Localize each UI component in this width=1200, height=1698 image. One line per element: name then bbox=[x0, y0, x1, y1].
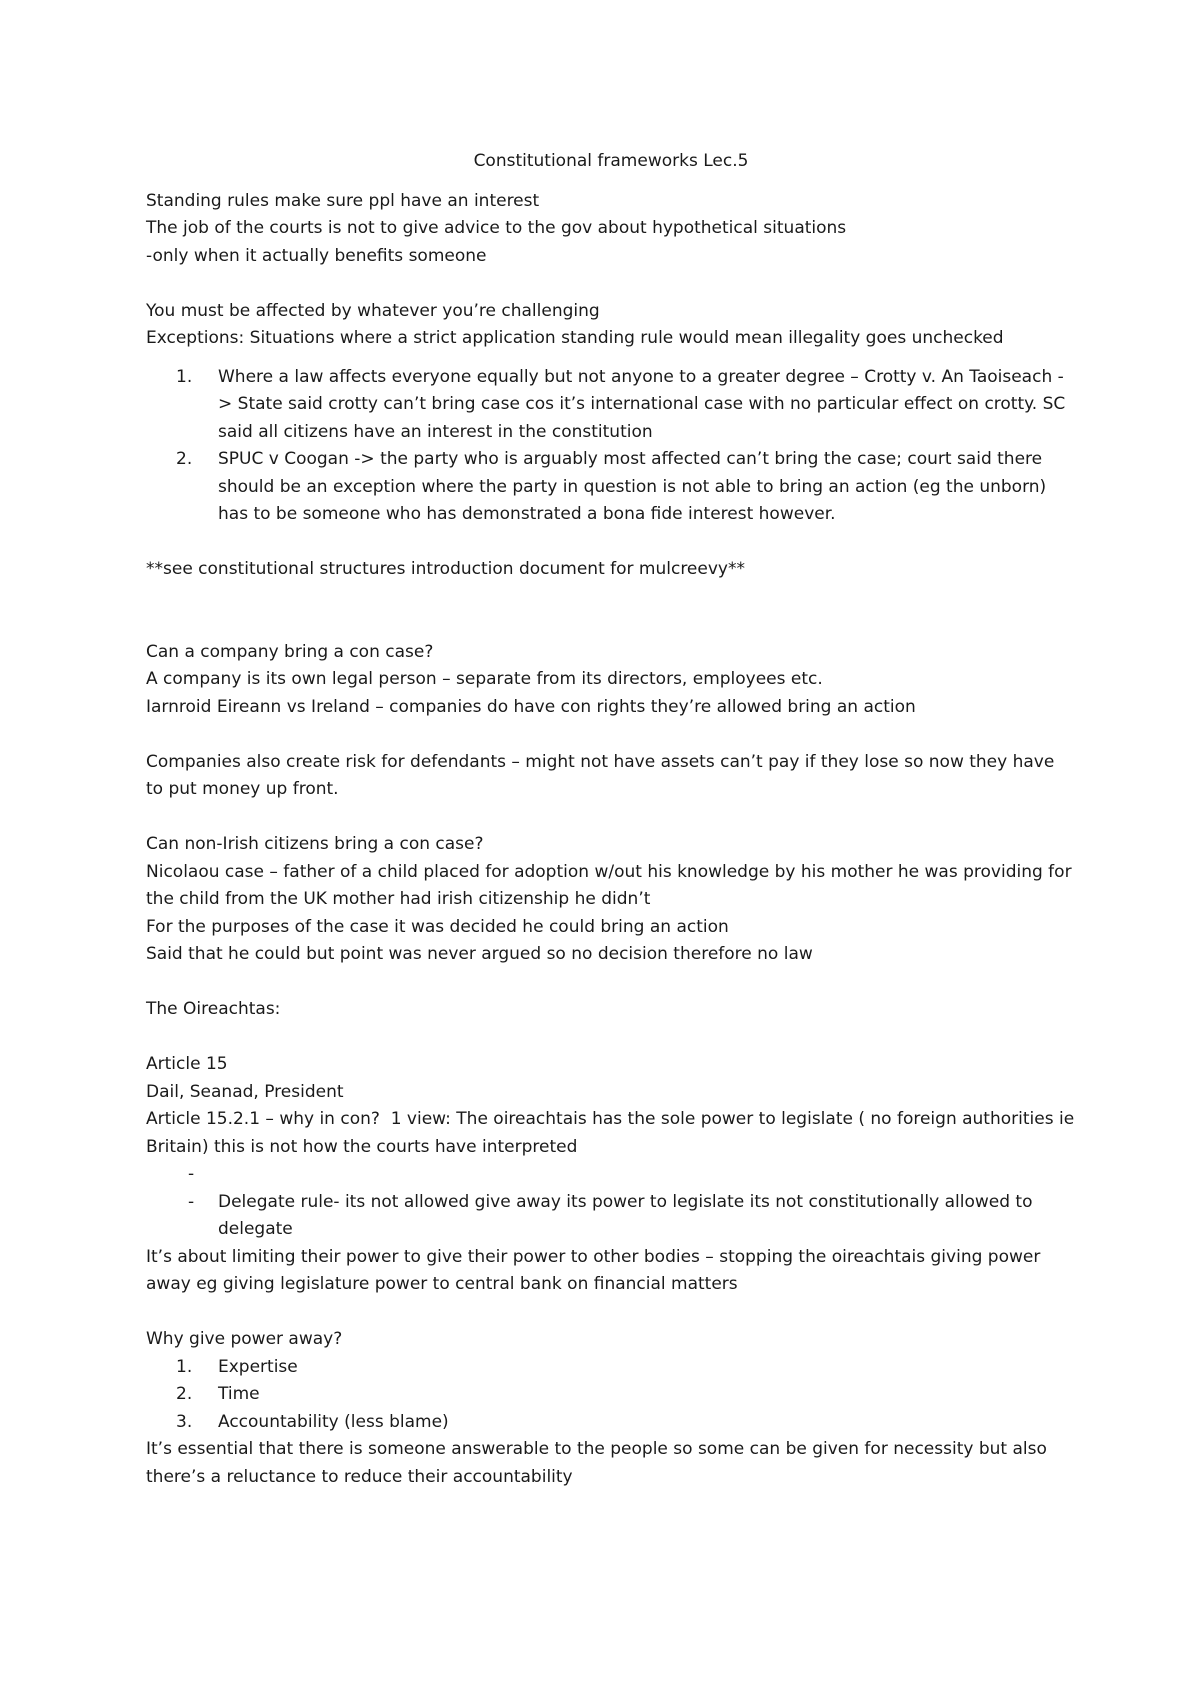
exceptions-list bbox=[146, 364, 1076, 529]
see-note: **see constitutional structures introduction document for mulcreevy** bbox=[146, 559, 745, 579]
paragraph: It’s essential that there is someone answerable to the people so some can be given for necessity but also there’s a reluctance to reduce their accountability bbox=[146, 1439, 1053, 1487]
paragraph-line: Exceptions: Situations where a strict application standing rule would mean illegality goes unchecked bbox=[146, 328, 1004, 348]
paragraph: Nicolaou case – father of a child placed for adoption w/out his knowledge by his mother he was providing for the child from the UK mother had irish citizenship he didn’t bbox=[146, 861, 1077, 909]
list-item bbox=[146, 446, 1076, 529]
paragraph-line: For the purposes of the case it was decided he could bring an action bbox=[146, 916, 729, 937]
list-item bbox=[146, 1354, 1076, 1382]
paragraph-line: You must be affected by whatever you’re challenging bbox=[146, 300, 600, 321]
paragraph: It’s about limiting their power to give their power to other bodies – stopping the oireachtais giving power away eg giving legislature power to central bank on financial matters bbox=[146, 1246, 1046, 1294]
article-heading: Article 15 bbox=[146, 1054, 228, 1074]
reasons-list bbox=[146, 1354, 1076, 1437]
list-marker: - bbox=[188, 1191, 195, 1212]
list-item bbox=[146, 364, 1076, 447]
paragraph: Article 15.2.1 – why in con? 1 view: The oireachtais has the sole power to legislate ( no foreign authorities ie Britain) this is not how the courts have interpreted bbox=[146, 1109, 1080, 1157]
list-item bbox=[146, 1381, 1076, 1409]
list-item-text: Delegate rule- its not allowed give away its power to legislate its not constitutionally allowed to delegate bbox=[218, 1191, 1033, 1239]
paragraph-line: -only when it actually benefits someone bbox=[146, 245, 487, 266]
list-marker: - bbox=[188, 1164, 195, 1184]
list-marker: 1. bbox=[176, 366, 193, 387]
list-item-text: Where a law affects everyone equally but not anyone to a greater degree – Crotty v. An Taoiseach -> State said crotty can’t bring case cos it’s international case with no particular effect on crotty. SC said all citizens have an interest in the constitution bbox=[218, 366, 1066, 442]
document-content bbox=[146, 148, 1080, 1491]
paragraph-line: Iarnroid Eireann vs Ireland – companies do have con rights they’re allowed bring an action bbox=[146, 696, 916, 717]
list-item bbox=[146, 1161, 1076, 1189]
list-item-text: SPUC v Coogan -> the party who is arguably most affected can’t bring the case; court said there should be an exception where the party in question is not able to bring an action (eg the unborn) has to be someone who has demonstrated a bona fide interest however. bbox=[218, 449, 1047, 524]
dash-list bbox=[146, 1161, 1076, 1244]
paragraph-line: A company is its own legal person – separate from its directors, employees etc. bbox=[146, 669, 823, 689]
paragraph-line: Said that he could but point was never argued so no decision therefore no law bbox=[146, 944, 813, 964]
list-marker: 2. bbox=[176, 449, 193, 469]
list-marker: 3. bbox=[176, 1411, 193, 1432]
list-marker: 1. bbox=[176, 1356, 193, 1377]
paragraph-line: Can non-Irish citizens bring a con case? bbox=[146, 834, 484, 854]
paragraph-line: Standing rules make sure ppl have an interest bbox=[146, 190, 540, 211]
section-heading: Why give power away? bbox=[146, 1329, 343, 1349]
paragraph: Companies also create risk for defendants – might not have assets can’t pay if they lose so now they have to put money up front. bbox=[146, 751, 1060, 799]
paragraph-line: Dail, Seanad, President bbox=[146, 1081, 344, 1102]
list-item-text: Time bbox=[218, 1384, 260, 1404]
list-item-text: Expertise bbox=[218, 1356, 298, 1377]
document-title: Constitutional frameworks Lec.5 bbox=[473, 151, 749, 171]
paragraph-line: Can a company bring a con case? bbox=[146, 641, 434, 662]
paragraph-line: The job of the courts is not to give advice to the gov about hypothetical situations bbox=[146, 218, 847, 238]
section-heading: The Oireachtas: bbox=[146, 999, 281, 1019]
list-marker: 2. bbox=[176, 1384, 193, 1404]
list-item bbox=[146, 1189, 1076, 1244]
list-item bbox=[146, 1409, 1076, 1437]
list-item-text: Accountability (less blame) bbox=[218, 1411, 449, 1432]
